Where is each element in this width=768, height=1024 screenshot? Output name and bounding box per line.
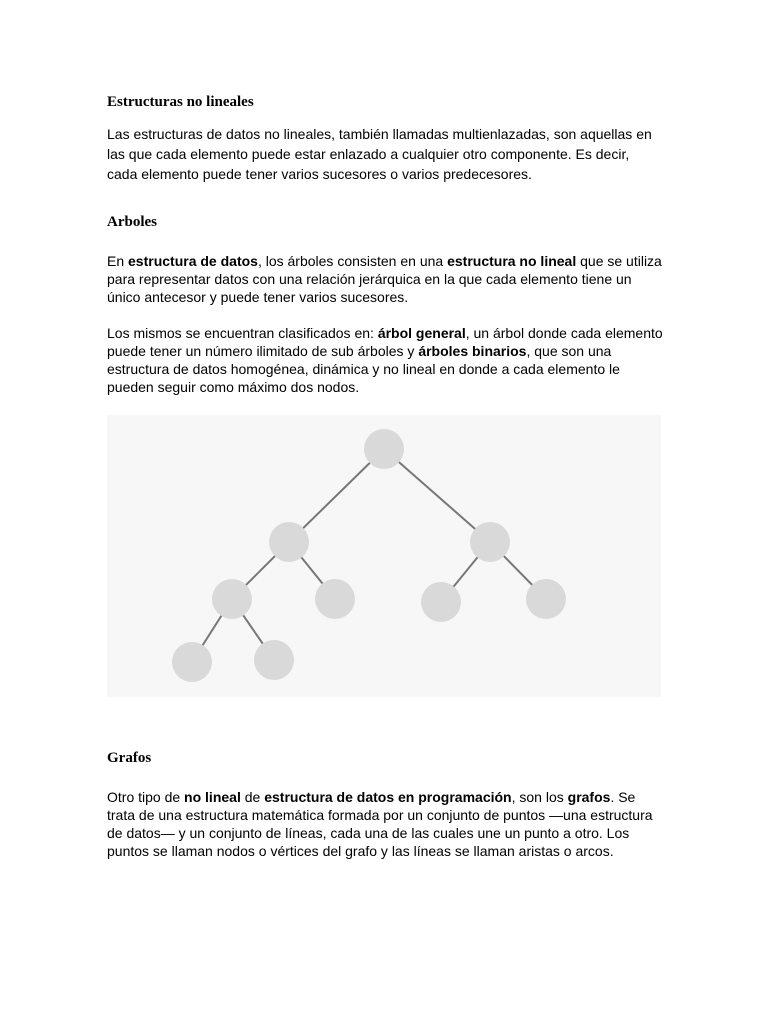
bold-term-estructura-de-datos-en-programacion: estructura de datos en programación bbox=[264, 789, 512, 805]
text-run: que se utiliza para representar datos con una relación jerárquica en la que cada elemento tiene un único antecesor y puede tener varios sucesores. bbox=[107, 253, 662, 305]
text-run: , un árbol donde cada elemento puede tener un número ilimitado de sub árboles y bbox=[107, 325, 663, 359]
tree-node bbox=[470, 522, 510, 562]
bold-term-estructura-de-datos: estructura de datos bbox=[128, 253, 258, 269]
paragraph-estructuras-intro: Las estructuras de datos no lineales, también llamadas multienlazadas, son aquellas en las que cada elemento puede estar enlazado a cualquier otro componente. Es decir, cada elemento puede tener varios sucesores o varios predecesores. bbox=[107, 126, 652, 182]
heading-estructuras-no-lineales: Estructuras no lineales bbox=[107, 94, 254, 110]
tree-node bbox=[526, 579, 566, 619]
text-run: , que son una estructura de datos homogénea, dinámica y no lineal en donde a cada elemento le pueden seguir como máximo dos nodos. bbox=[107, 343, 620, 395]
heading-grafos: Grafos bbox=[107, 750, 152, 766]
paragraph-arboles-clasificacion bbox=[107, 324, 663, 396]
tree-edge bbox=[384, 449, 490, 542]
tree-node bbox=[212, 579, 252, 619]
text-run: , son los bbox=[511, 789, 568, 805]
tree-node bbox=[269, 522, 309, 562]
tree-node bbox=[254, 640, 294, 680]
bold-term-arbol-general: árbol general bbox=[377, 325, 466, 341]
bold-term-grafos: grafos bbox=[567, 789, 611, 805]
binary-tree-diagram bbox=[107, 415, 661, 697]
text-run: de bbox=[240, 789, 265, 805]
tree-node bbox=[172, 642, 212, 682]
bold-term-arboles-binarios: árboles binarios bbox=[418, 343, 527, 359]
text-run: , los árboles consisten en una bbox=[257, 253, 448, 269]
text-run: . Se trata de una estructura matemática formada por un conjunto de puntos —una estructura de datos— y un conjunto de líneas, cada una de las cuales une un punto a otro. Los puntos se llaman nodos o vértices del grafo y las líneas se llaman aristas o arcos. bbox=[107, 789, 653, 859]
text-run: En bbox=[107, 253, 129, 269]
text-run: Los mismos se encuentran clasificados en: bbox=[107, 325, 378, 341]
bold-term-estructura-no-lineal: estructura no lineal bbox=[447, 253, 577, 269]
binary-tree-figure bbox=[107, 415, 661, 697]
paragraph-grafos-definicion bbox=[107, 788, 655, 860]
tree-nodes bbox=[172, 429, 566, 682]
bold-term-no-lineal: no lineal bbox=[184, 789, 241, 805]
tree-node bbox=[315, 579, 355, 619]
tree-node bbox=[421, 582, 461, 622]
heading-arboles: Arboles bbox=[107, 214, 157, 230]
paragraph-arboles-definicion bbox=[107, 252, 663, 306]
tree-node bbox=[364, 429, 404, 469]
text-run: Otro tipo de bbox=[107, 789, 185, 805]
